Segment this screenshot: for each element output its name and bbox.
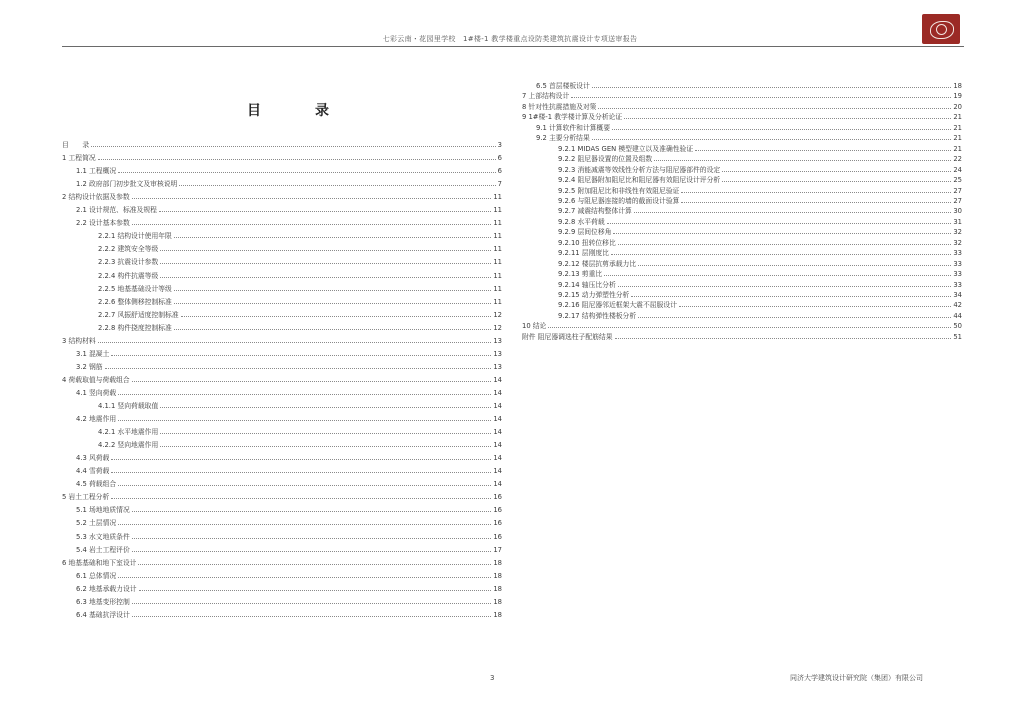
toc-entry[interactable] xyxy=(522,330,962,341)
toc-entry-label: 2.1 设计规范、标准及规程 xyxy=(76,206,157,215)
toc-entry-label: 9.1 计算软件和计算概要 xyxy=(536,123,611,132)
toc-entry-label: 6.4 基础抗浮设计 xyxy=(76,610,130,619)
toc-entry-label: 4.4 雪荷载 xyxy=(76,467,110,476)
toc-entry-page: 13 xyxy=(493,349,502,358)
dot-leader xyxy=(613,232,951,234)
toc-entry[interactable] xyxy=(62,399,502,410)
toc-entry-label: 3 结构材料 xyxy=(62,336,96,345)
organization-name: 同济大学建筑设计研究院（集团）有限公司 xyxy=(790,674,923,682)
toc-entry[interactable] xyxy=(62,308,502,319)
toc-entry-page: 21 xyxy=(953,144,962,153)
toc-entry[interactable] xyxy=(62,190,502,201)
toc-entry-label: 2.2.6 整体侧移控制标准 xyxy=(98,297,172,306)
toc-entry-label: 9.2.6 与阻尼器连接的墙的截面设计验算 xyxy=(558,196,680,205)
toc-entry-page: 14 xyxy=(493,441,502,450)
toc-entry-page: 32 xyxy=(953,228,962,237)
toc-entry-label: 2.2 设计基本参数 xyxy=(76,219,130,228)
toc-entry-page: 13 xyxy=(493,362,502,371)
dot-leader xyxy=(679,305,951,307)
dot-leader xyxy=(132,197,492,199)
toc-entry-label: 5 岩土工程分析 xyxy=(62,493,110,502)
toc-entry-page: 50 xyxy=(953,322,962,331)
toc-entry-page: 6 xyxy=(497,167,502,176)
dot-leader xyxy=(105,367,492,369)
toc-entry-page: 11 xyxy=(493,193,502,202)
toc-entry-label: 9.2.9 层间位移角 xyxy=(558,228,612,237)
toc-entry-label: 9.2.10 扭转位移比 xyxy=(558,238,616,247)
toc-entry-label: 8 针对性抗震措施及对策 xyxy=(522,102,597,111)
toc-entry-page: 44 xyxy=(953,311,962,320)
dot-leader xyxy=(160,445,491,447)
toc-entry[interactable] xyxy=(522,267,962,278)
toc-entry-page: 16 xyxy=(493,532,502,541)
dot-leader xyxy=(160,276,491,278)
toc-entry-label: 9.2.4 阻尼器附加阻尼比和阻尼器有效阻尼设计评分析 xyxy=(558,176,721,185)
dot-leader xyxy=(174,289,492,291)
dot-leader xyxy=(160,262,491,264)
toc-entry[interactable] xyxy=(522,121,962,132)
toc-entry-label: 9 1#楼-1 教学楼计算及分析论证 xyxy=(522,113,623,122)
toc-entry-label: 2.2.8 构件挠度控制标准 xyxy=(98,323,172,332)
toc-entry-label: 5.1 场地地质情况 xyxy=(76,506,130,515)
toc-entry[interactable] xyxy=(62,229,502,240)
dot-leader xyxy=(118,576,491,578)
toc-entry[interactable] xyxy=(522,225,962,236)
dot-leader xyxy=(132,223,492,225)
toc-entry-label: 1 工程简况 xyxy=(62,154,96,163)
toc-entry[interactable] xyxy=(522,204,962,215)
toc-entry-page: 14 xyxy=(493,428,502,437)
page-title: 目 录 xyxy=(247,103,349,119)
toc-entry-page: 14 xyxy=(493,454,502,463)
dot-leader xyxy=(638,316,951,318)
toc-entry[interactable] xyxy=(522,163,962,174)
toc-entry[interactable] xyxy=(62,438,502,449)
dot-leader xyxy=(111,497,491,499)
dot-leader xyxy=(111,458,491,460)
toc-entry-page: 7 xyxy=(497,180,502,189)
toc-entry-label: 6.5 首层楼板设计 xyxy=(536,82,590,90)
dot-leader xyxy=(179,184,495,186)
toc-entry[interactable] xyxy=(62,347,502,358)
toc-entry[interactable] xyxy=(62,556,502,567)
dot-leader xyxy=(181,315,492,317)
toc-entry[interactable] xyxy=(522,131,962,142)
running-header: 七彩云南・花园里学校 1#楼-1 教学楼重点设防类建筑抗震设计专项送审报告 xyxy=(382,35,638,43)
dot-leader xyxy=(695,149,951,151)
toc-entry-label: 9.2.1 MIDAS GEN 模型建立以及准确性验证 xyxy=(558,144,694,153)
toc-entry-label: 2 结构设计依据及参数 xyxy=(62,193,130,202)
dot-leader xyxy=(118,393,491,395)
dot-leader xyxy=(681,191,951,193)
toc-entry-label: 10 结论 xyxy=(522,322,547,331)
toc-entry[interactable] xyxy=(62,138,502,149)
header-divider xyxy=(62,46,964,47)
toc-entry[interactable] xyxy=(62,216,502,227)
toc-entry[interactable] xyxy=(62,490,502,501)
toc-entry-page: 14 xyxy=(493,480,502,489)
dot-leader xyxy=(592,86,952,88)
toc-entry-page: 11 xyxy=(493,284,502,293)
toc-entry-page: 51 xyxy=(953,332,962,341)
toc-entry[interactable] xyxy=(62,334,502,345)
toc-entry[interactable] xyxy=(62,177,502,188)
toc-entry-page: 18 xyxy=(493,558,502,567)
toc-entry[interactable] xyxy=(522,184,962,195)
toc-entry-page: 30 xyxy=(953,207,962,216)
dot-leader xyxy=(722,170,951,172)
toc-entry-page: 21 xyxy=(953,113,962,122)
toc-entry[interactable] xyxy=(62,321,502,332)
toc-entry-label: 2.2.2 建筑安全等级 xyxy=(98,245,159,254)
toc-entry[interactable] xyxy=(62,503,502,514)
dot-leader xyxy=(618,243,952,245)
toc-entry-page: 18 xyxy=(493,584,502,593)
toc-entry-page: 11 xyxy=(493,271,502,280)
toc-entry-page: 11 xyxy=(493,219,502,228)
toc-entry-page: 33 xyxy=(953,249,962,258)
toc-entry[interactable] xyxy=(62,516,502,527)
toc-entry-label: 附件 阻尼器调选柱子配筋结果 xyxy=(522,332,613,341)
dot-leader xyxy=(111,471,491,473)
toc-entry-page: 18 xyxy=(493,597,502,606)
dot-leader xyxy=(174,236,492,238)
dot-leader xyxy=(132,602,492,604)
toc-entry[interactable] xyxy=(62,595,502,606)
toc-entry-page: 18 xyxy=(493,610,502,619)
toc-entry-page: 3 xyxy=(497,141,502,149)
dot-leader xyxy=(118,484,491,486)
toc-entry-page: 14 xyxy=(493,388,502,397)
toc-entry[interactable] xyxy=(522,142,962,153)
toc-entry-page: 24 xyxy=(953,165,962,174)
toc-entry[interactable] xyxy=(522,152,962,163)
toc-entry-page: 21 xyxy=(953,134,962,143)
toc-entry-page: 16 xyxy=(493,506,502,515)
toc-entry[interactable] xyxy=(62,203,502,214)
toc-entry[interactable] xyxy=(62,282,502,293)
toc-entry[interactable] xyxy=(62,151,502,162)
toc-entry[interactable] xyxy=(522,257,962,268)
toc-entry[interactable] xyxy=(62,255,502,266)
dot-leader xyxy=(118,171,496,173)
dot-leader xyxy=(160,406,491,408)
dot-leader xyxy=(174,328,492,330)
toc-entry-page: 27 xyxy=(953,186,962,195)
toc-entry-page: 11 xyxy=(493,297,502,306)
toc-entry-label: 7 上部结构设计 xyxy=(522,92,570,101)
toc-entry-page: 14 xyxy=(493,375,502,384)
toc-entry-page: 18 xyxy=(493,571,502,580)
toc-entry[interactable] xyxy=(62,425,502,436)
toc-entry-page: 11 xyxy=(493,258,502,267)
toc-entry-label: 3.1 混凝土 xyxy=(76,349,110,358)
toc-entry-page: 17 xyxy=(493,545,502,554)
toc-entry-label: 9.2.16 阻尼器邻近框架大震不屈服设计 xyxy=(558,301,677,310)
dot-leader xyxy=(592,138,952,140)
toc-entry[interactable] xyxy=(522,236,962,247)
dot-leader xyxy=(604,274,951,276)
toc-entry-label: 4.3 风荷载 xyxy=(76,454,110,463)
dot-leader xyxy=(138,563,491,565)
dot-leader xyxy=(132,537,492,539)
toc-entry[interactable] xyxy=(522,309,962,320)
toc-entry-label: 2.2.5 地基基础设计等级 xyxy=(98,284,172,293)
toc-entry-page: 20 xyxy=(953,102,962,111)
toc-entry-page: 42 xyxy=(953,301,962,310)
toc-entry[interactable] xyxy=(522,89,962,100)
toc-entry[interactable] xyxy=(62,464,502,475)
toc-entry-label: 9.2.11 层刚度比 xyxy=(558,249,609,258)
toc-entry[interactable] xyxy=(522,215,962,226)
toc-entry[interactable] xyxy=(62,530,502,541)
toc-entry[interactable] xyxy=(62,569,502,580)
toc-entry[interactable] xyxy=(522,110,962,121)
toc-entry-page: 11 xyxy=(493,206,502,215)
toc-entry-page: 27 xyxy=(953,196,962,205)
dot-leader xyxy=(631,295,951,297)
toc-entry-page: 18 xyxy=(953,82,962,90)
toc-entry[interactable] xyxy=(62,582,502,593)
toc-entry[interactable] xyxy=(62,477,502,488)
toc-entry[interactable] xyxy=(62,164,502,175)
toc-entry[interactable] xyxy=(62,451,502,462)
toc-entry[interactable] xyxy=(522,246,962,257)
toc-entry-label: 2.2.1 结构设计使用年限 xyxy=(98,232,172,241)
toc-entry-label: 2.2.4 构件抗震等级 xyxy=(98,271,159,280)
toc-entry-label: 4.1.1 竖向荷载取值 xyxy=(98,402,159,410)
dot-leader xyxy=(111,354,491,356)
toc-entry-page: 16 xyxy=(493,519,502,528)
toc-entry[interactable] xyxy=(522,173,962,184)
dot-leader xyxy=(607,222,952,224)
toc-entry-page: 12 xyxy=(493,323,502,332)
dot-leader xyxy=(159,210,491,212)
toc-entry-page: 21 xyxy=(953,123,962,132)
toc-entry-label: 9.2.7 减震结构整体计算 xyxy=(558,207,632,216)
toc-entry-label: 4.2.2 竖向地震作用 xyxy=(98,441,159,450)
toc-entry-label: 6.1 总体情况 xyxy=(76,571,117,580)
dot-leader xyxy=(654,159,951,161)
toc-entry-page: 16 xyxy=(493,493,502,502)
toc-entry-page: 22 xyxy=(953,155,962,164)
toc-entry-page: 25 xyxy=(953,176,962,185)
dot-leader xyxy=(160,249,491,251)
toc-entry-page: 11 xyxy=(493,232,502,241)
toc-entry[interactable] xyxy=(62,360,502,371)
toc-entry-label: 9.2.12 楼层抗剪承载力比 xyxy=(558,259,637,268)
dot-leader xyxy=(638,264,951,266)
toc-entry-page: 34 xyxy=(953,291,962,299)
toc-entry-page: 14 xyxy=(493,467,502,476)
toc-entry-label: 2.2.7 风振舒适度控制标准 xyxy=(98,310,179,319)
dot-leader xyxy=(132,380,492,382)
toc-entry[interactable] xyxy=(62,242,502,253)
toc-entry-label: 9.2.5 附加阻尼比和非线性有效阻尼验证 xyxy=(558,186,680,195)
toc-entry-label: 9.2.17 结构弹性楼板分析 xyxy=(558,311,637,320)
dot-leader xyxy=(98,341,492,343)
dot-leader xyxy=(118,419,491,421)
toc-entry-label: 9.2.15 动力弹塑性分析 xyxy=(558,291,630,299)
toc-entry-page: 6 xyxy=(497,154,502,163)
toc-entry[interactable] xyxy=(62,412,502,423)
toc-entry-label: 4.5 荷载组合 xyxy=(76,480,117,489)
toc-entry-page: 12 xyxy=(493,310,502,319)
toc-entry-page: 31 xyxy=(953,217,962,226)
toc-entry[interactable] xyxy=(522,288,962,299)
toc-entry-page: 14 xyxy=(493,402,502,410)
toc-entry-label: 目 录 xyxy=(62,141,90,149)
toc-entry[interactable] xyxy=(522,278,962,289)
toc-entry[interactable] xyxy=(62,608,502,619)
toc-entry-label: 4.2.1 水平地震作用 xyxy=(98,428,159,437)
toc-entry-label: 9.2.13 剪重比 xyxy=(558,270,603,279)
toc-entry[interactable] xyxy=(62,386,502,397)
toc-entry-page: 19 xyxy=(953,92,962,101)
dot-leader xyxy=(634,211,952,213)
toc-entry-label: 6 地基基础和地下室设计 xyxy=(62,558,137,567)
toc-entry-label: 4 荷载取值与荷载组合 xyxy=(62,375,130,384)
toc-entry-label: 6.2 地基承载力设计 xyxy=(76,584,137,593)
toc-entry-page: 32 xyxy=(953,238,962,247)
toc-entry-label: 2.2.3 抗震设计参数 xyxy=(98,258,159,267)
dot-leader xyxy=(598,107,951,109)
dot-leader xyxy=(132,510,492,512)
dot-leader xyxy=(160,432,491,434)
toc-entry[interactable] xyxy=(62,373,502,384)
toc-entry[interactable] xyxy=(522,319,962,330)
toc-entry-page: 11 xyxy=(493,245,502,254)
toc-entry-page: 33 xyxy=(953,280,962,289)
toc-entry-label: 1.2 政府部门初步批文及审核说明 xyxy=(76,180,178,189)
toc-entry-label: 9.2 主要分析结果 xyxy=(536,134,590,143)
toc-entry[interactable] xyxy=(522,298,962,309)
dot-leader xyxy=(132,615,492,617)
toc-entry[interactable] xyxy=(62,269,502,280)
toc-entry[interactable] xyxy=(62,295,502,306)
toc-entry-page: 14 xyxy=(493,415,502,424)
dot-leader xyxy=(618,285,952,287)
dot-leader xyxy=(611,253,951,255)
dot-leader xyxy=(139,589,492,591)
toc-entry-label: 4.1 竖向荷载 xyxy=(76,388,117,397)
dot-leader xyxy=(98,158,496,160)
dot-leader xyxy=(118,523,491,525)
toc-entry-label: 5.2 土层情况 xyxy=(76,519,117,528)
toc-entry-page: 13 xyxy=(493,336,502,345)
toc-entry-label: 9.2.2 阻尼器设置的位置及组数 xyxy=(558,155,653,164)
toc-entry-label: 9.2.8 水平荷载 xyxy=(558,217,605,226)
toc-entry-page: 33 xyxy=(953,270,962,279)
dot-leader xyxy=(624,117,951,119)
toc-entry-label: 9.2.3 消能减震等效线性分析方法与阻尼器部件的设定 xyxy=(558,165,721,174)
toc-entry-label: 5.3 水文地质条件 xyxy=(76,532,130,541)
dot-leader xyxy=(91,145,495,147)
dot-leader xyxy=(681,201,951,203)
toc-entry[interactable] xyxy=(522,100,962,111)
dot-leader xyxy=(132,550,492,552)
toc-entry-label: 5.4 岩土工程评价 xyxy=(76,545,130,554)
institute-logo xyxy=(922,14,960,44)
toc-entry[interactable] xyxy=(522,79,962,90)
dot-leader xyxy=(612,128,951,130)
dot-leader xyxy=(615,337,952,339)
page-number: 3 xyxy=(490,674,495,682)
dot-leader xyxy=(722,180,951,182)
toc-entry-label: 3.2 钢筋 xyxy=(76,362,103,371)
toc-entry[interactable] xyxy=(62,543,502,554)
toc-entry-page: 33 xyxy=(953,259,962,268)
toc-entry[interactable] xyxy=(522,194,962,205)
dot-leader xyxy=(174,302,492,304)
toc-entry-label: 4.2 地震作用 xyxy=(76,415,117,424)
toc-entry-label: 1.1 工程概况 xyxy=(76,167,117,176)
dot-leader xyxy=(571,96,951,98)
dot-leader xyxy=(548,326,951,328)
toc-entry-label: 6.3 地基变形控制 xyxy=(76,597,130,606)
toc-entry-label: 9.2.14 轴压比分析 xyxy=(558,280,616,289)
